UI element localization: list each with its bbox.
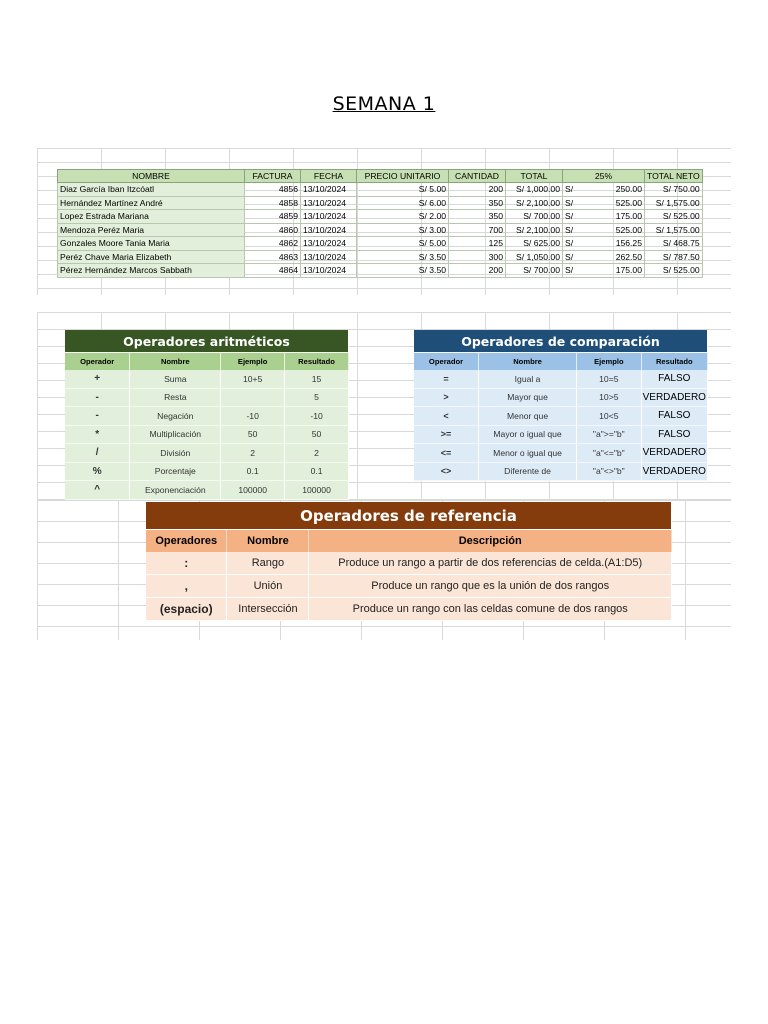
table-row [58,264,703,278]
arithmetic-operators-title: Operadores aritméticos [65,330,349,353]
comparison-header-row [414,353,708,371]
currency-symbol: S/ [565,238,574,249]
cell-total: S/ 700.00 [506,264,563,278]
cell-name: Mayor que [479,388,577,407]
sales-header-row [58,170,703,183]
cell-example: 2 [221,444,285,463]
cell-precio: S/ 3.00 [357,223,449,237]
cell-example: 10+5 [221,370,285,388]
cell-precio: S/ 5.00 [357,237,449,251]
currency-symbol: S/ [565,184,574,195]
header-nombre: Nombre [227,530,309,553]
cell-name: Negación [130,407,221,426]
cell-fecha: 13/10/2024 [301,183,357,197]
cell-operator: >= [414,425,479,444]
reference-operators-table [146,502,672,621]
cell-name: Resta [130,388,221,407]
cell-name: Diferente de [479,462,577,481]
cell-nombre: Mendoza Peréz Maria [58,223,245,237]
cell-example: 10<5 [577,407,642,426]
cell-nombre: Hernández Martínez André [58,196,245,210]
cell-result: VERDADERO [641,462,707,481]
cell-operator: / [65,444,130,463]
table-row [58,210,703,224]
currency-symbol: S/ [565,265,574,276]
cell-total: S/ 2,100.00 [506,196,563,210]
cell-operator: * [65,425,130,444]
header-nombre: NOMBRE [58,170,245,183]
cell-name: Menor que [479,407,577,426]
cell-operator: (espacio) [146,598,227,621]
cell-name: Rango [227,552,309,575]
cell-operator: - [65,407,130,426]
header-fecha: FECHA [301,170,357,183]
cell-name: División [130,444,221,463]
cell-name: Exponenciación [130,481,221,500]
table-row [65,407,349,426]
cell-25-percent [563,183,645,197]
cell-nombre: Pérez Hernández Marcos Sabbath [58,264,245,278]
cell-value: 250.00 [615,184,642,195]
cell-value: 525.00 [615,197,642,208]
table-row [414,370,708,388]
cell-operator: , [146,575,227,598]
table-row [58,196,703,210]
cell-cantidad: 200 [449,264,506,278]
cell-example: 50 [221,425,285,444]
cell-result: -10 [285,407,349,426]
currency-symbol: S/ [565,197,574,208]
cell-operator: % [65,462,130,481]
cell-operator: = [414,370,479,388]
cell-precio: S/ 3.50 [357,250,449,264]
cell-25-percent [563,264,645,278]
table-row [65,481,349,500]
cell-precio: S/ 6.00 [357,196,449,210]
cell-result: FALSO [641,407,707,426]
cell-example: "a"<="b" [577,444,642,463]
cell-nombre: Peréz Chave Maria Elizabeth [58,250,245,264]
cell-total: S/ 1,050.00 [506,250,563,264]
cell-value: 175.00 [615,265,642,276]
cell-fecha: 13/10/2024 [301,210,357,224]
cell-total: S/ 700.00 [506,210,563,224]
cell-name: Igual a [479,370,577,388]
cell-result: VERDADERO [641,388,707,407]
cell-total: S/ 2,100.00 [506,223,563,237]
cell-25-percent [563,250,645,264]
arithmetic-header-row [65,353,349,371]
cell-cantidad: 300 [449,250,506,264]
cell-fecha: 13/10/2024 [301,250,357,264]
table-row [65,425,349,444]
cell-total-neto: S/ 787.50 [645,250,703,264]
cell-precio: S/ 5.00 [357,183,449,197]
table-row [58,237,703,251]
page-title: SEMANA 1 [332,93,436,115]
cell-result: 5 [285,388,349,407]
cell-example: 100000 [221,481,285,500]
table-row [65,388,349,407]
cell-result: 50 [285,425,349,444]
cell-factura: 4860 [245,223,301,237]
header-nombre: Nombre [479,353,577,371]
cell-factura: 4858 [245,196,301,210]
header-resultado: Resultado [641,353,707,371]
comparison-operators-table [414,330,708,481]
cell-value: 262.50 [615,251,642,262]
currency-symbol: S/ [565,224,574,235]
cell-total-neto: S/ 525.00 [645,264,703,278]
cell-nombre: Lopez Estrada Mariana [58,210,245,224]
header-resultado: Resultado [285,353,349,371]
table-row [65,370,349,388]
cell-description: Produce un rango que es la unión de dos rangos [309,575,672,598]
cell-precio: S/ 2.00 [357,210,449,224]
cell-value: 525.00 [615,224,642,235]
cell-example: 10=5 [577,370,642,388]
cell-value: 156.25 [615,238,642,249]
cell-nombre: Diaz García Iban Itzcóatl [58,183,245,197]
cell-fecha: 13/10/2024 [301,264,357,278]
cell-example [221,388,285,407]
cell-total-neto: S/ 468.75 [645,237,703,251]
cell-25-percent [563,210,645,224]
cell-fecha: 13/10/2024 [301,237,357,251]
cell-operator: > [414,388,479,407]
cell-25-percent [563,223,645,237]
cell-example: -10 [221,407,285,426]
cell-name: Menor o igual que [479,444,577,463]
cell-result: VERDADERO [641,444,707,463]
arithmetic-operators-table [65,330,349,500]
cell-factura: 4863 [245,250,301,264]
reference-header-row [146,530,672,553]
cell-total-neto: S/ 1,575.00 [645,196,703,210]
currency-symbol: S/ [565,251,574,262]
cell-result: 2 [285,444,349,463]
table-row [58,183,703,197]
cell-nombre: Gonzales Moore Tania Maria [58,237,245,251]
cell-operator: : [146,552,227,575]
table-row [146,575,672,598]
table-row [414,462,708,481]
cell-25-percent [563,196,645,210]
cell-total: S/ 1,000.00 [506,183,563,197]
cell-factura: 4864 [245,264,301,278]
cell-factura: 4856 [245,183,301,197]
cell-operator: + [65,370,130,388]
table-row [146,598,672,621]
cell-cantidad: 700 [449,223,506,237]
cell-name: Mayor o igual que [479,425,577,444]
cell-total-neto: S/ 525.00 [645,210,703,224]
comparison-operators-title: Operadores de comparación [414,330,708,353]
sales-table [57,169,703,278]
table-row [414,407,708,426]
cell-name: Porcentaje [130,462,221,481]
cell-cantidad: 200 [449,183,506,197]
cell-fecha: 13/10/2024 [301,223,357,237]
cell-name: Unión [227,575,309,598]
table-row [414,425,708,444]
table-row [65,462,349,481]
header-precio-unitario: PRECIO UNITARIO [357,170,449,183]
cell-cantidad: 125 [449,237,506,251]
cell-name: Multiplicación [130,425,221,444]
header-total: TOTAL [506,170,563,183]
cell-operator: <= [414,444,479,463]
header-operador: Operador [65,353,130,371]
cell-result: 0.1 [285,462,349,481]
table-row [414,444,708,463]
cell-result: 100000 [285,481,349,500]
cell-factura: 4862 [245,237,301,251]
cell-example: "a"<>"b" [577,462,642,481]
cell-description: Produce un rango a partir de dos referencias de celda.(A1:D5) [309,552,672,575]
header-factura: FACTURA [245,170,301,183]
cell-example: 0.1 [221,462,285,481]
cell-name: Suma [130,370,221,388]
cell-operator: ^ [65,481,130,500]
header-cantidad: CANTIDAD [449,170,506,183]
cell-factura: 4859 [245,210,301,224]
cell-name: Intersección [227,598,309,621]
header-ejemplo: Ejemplo [577,353,642,371]
header-operador: Operador [414,353,479,371]
cell-result: FALSO [641,425,707,444]
header-nombre: Nombre [130,353,221,371]
cell-total-neto: S/ 750.00 [645,183,703,197]
cell-fecha: 13/10/2024 [301,196,357,210]
cell-result: 15 [285,370,349,388]
table-row [146,552,672,575]
cell-total-neto: S/ 1,575.00 [645,223,703,237]
cell-cantidad: 350 [449,196,506,210]
cell-operator: - [65,388,130,407]
table-row [58,250,703,264]
header-descripcion: Descripción [309,530,672,553]
cell-example: 10>5 [577,388,642,407]
currency-symbol: S/ [565,211,574,222]
table-row [414,388,708,407]
header-25-percent: 25% [563,170,645,183]
reference-operators-title: Operadores de referencia [146,502,672,530]
cell-operator: < [414,407,479,426]
header-total-neto: TOTAL NETO [645,170,703,183]
header-ejemplo: Ejemplo [221,353,285,371]
cell-example: "a">="b" [577,425,642,444]
header-operadores: Operadores [146,530,227,553]
cell-precio: S/ 3.50 [357,264,449,278]
table-row [65,444,349,463]
cell-cantidad: 350 [449,210,506,224]
cell-25-percent [563,237,645,251]
cell-operator: <> [414,462,479,481]
table-row [58,223,703,237]
cell-value: 175.00 [615,211,642,222]
cell-description: Produce un rango con las celdas comune de dos rangos [309,598,672,621]
cell-result: FALSO [641,370,707,388]
cell-total: S/ 625.00 [506,237,563,251]
